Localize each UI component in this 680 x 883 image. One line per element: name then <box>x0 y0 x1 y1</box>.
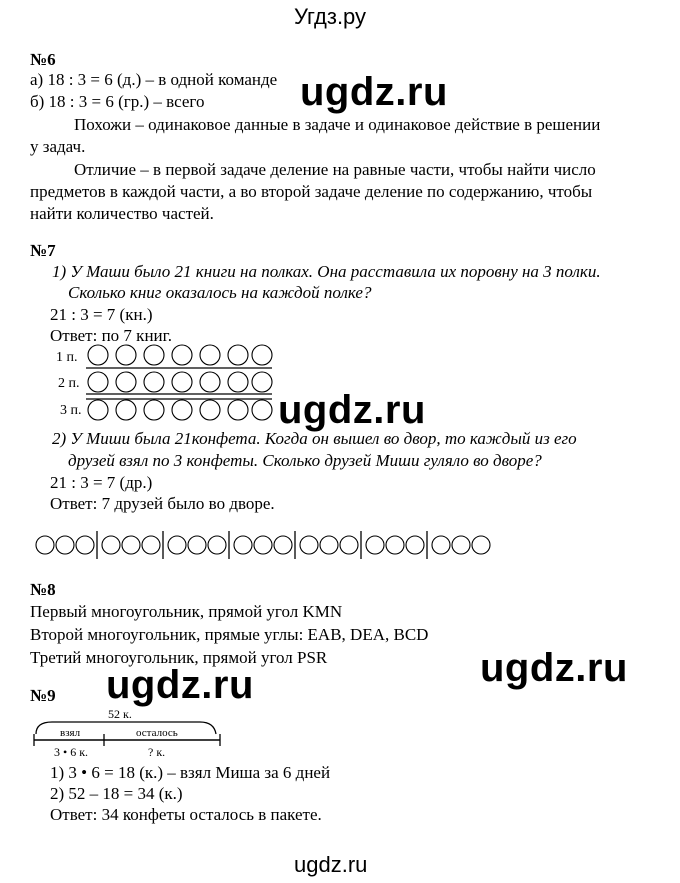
task6-line-a: а) 18 : 3 = 6 (д.) – в одной команде <box>30 70 278 89</box>
shelf-row-1 <box>56 345 272 368</box>
candy-circle <box>300 536 318 554</box>
shelf2-circle <box>200 372 220 392</box>
task7-problem2-line1: 2) У Миши была 21конфета. Когда он вышел во двор, то каждый из его <box>52 429 577 448</box>
candy-circle <box>432 536 450 554</box>
diagram-left-value: 3 • 6 к. <box>54 745 89 759</box>
shelf3-circle <box>200 400 220 420</box>
candy-circle <box>234 536 252 554</box>
task8-line1: Первый многоугольник, прямой угол KMN <box>30 602 343 621</box>
candy-circle <box>366 536 384 554</box>
shelf2-circle <box>88 372 108 392</box>
shelf2-circle <box>116 372 136 392</box>
candy-circle <box>386 536 404 554</box>
diagram-left-label: взял <box>60 727 81 739</box>
shelf1-circle <box>172 345 192 365</box>
shelf-label-2: 2 п. <box>58 376 80 391</box>
shelves-diagram <box>0 340 320 430</box>
task6-title: №6 <box>30 50 56 69</box>
candy-groups-diagram <box>0 528 620 562</box>
diagram-total: 52 к. <box>108 707 132 721</box>
task9-step2: 2) 52 – 18 = 34 (к.) <box>50 784 183 803</box>
watermark-2: ugdz.ru <box>278 388 426 432</box>
candy-circle <box>122 536 140 554</box>
task7-solution1: 21 : 3 = 7 (кн.) <box>50 305 153 324</box>
candy-circle <box>208 536 226 554</box>
task7-solution2: 21 : 3 = 7 (др.) <box>50 473 153 492</box>
shelf1-circle <box>116 345 136 365</box>
shelf2-circle <box>252 372 272 392</box>
shelf-label-1: 1 п. <box>56 350 78 365</box>
watermark-3: ugdz.ru <box>480 646 628 690</box>
task7-problem2-line2: друзей взял по 3 конфеты. Сколько друзей Миши гуляло во дворе? <box>68 451 542 470</box>
shelf1-circle <box>88 345 108 365</box>
shelf2-circle <box>144 372 164 392</box>
task7-problem1-line1: 1) У Маши было 21 книги на полках. Она расставила их поровну на 3 полки. <box>52 262 601 281</box>
shelf3-circle <box>228 400 248 420</box>
task7-title: №7 <box>30 241 56 260</box>
shelf1-circle <box>200 345 220 365</box>
watermark-4: ugdz.ru <box>106 663 254 707</box>
shelf1-circle <box>228 345 248 365</box>
shelf3-circle <box>88 400 108 420</box>
task6-similarity-cont: у задач. <box>30 137 86 156</box>
task9-title: №9 <box>30 686 56 705</box>
candy-circle <box>36 536 54 554</box>
candy-circle <box>340 536 358 554</box>
shelf1-circle <box>144 345 164 365</box>
shelf3-circle <box>172 400 192 420</box>
candy-circle <box>76 536 94 554</box>
diagram-right-value: ? к. <box>148 745 166 759</box>
site-header: Угдз.ру <box>294 4 367 29</box>
candy-circle <box>56 536 74 554</box>
task6-similarity: Похожи – одинаковое данные в задаче и одинаковое действие в решении <box>74 115 601 134</box>
shelf3-circle <box>252 400 272 420</box>
task7-answer1: Ответ: по 7 книг. <box>50 326 172 345</box>
shelf-label-3: 3 п. <box>60 403 82 418</box>
task7-answer2: Ответ: 7 друзей было во дворе. <box>50 494 275 513</box>
site-footer: ugdz.ru <box>294 852 368 877</box>
candy-circle <box>452 536 470 554</box>
candy-circle <box>168 536 186 554</box>
task6-difference-cont1: предметов в каждой части, а во второй задаче деление по содержанию, чтобы <box>30 182 593 201</box>
candy-circle <box>406 536 424 554</box>
candy-circle <box>320 536 338 554</box>
shelf-row-3 <box>60 399 272 420</box>
watermark-1: ugdz.ru <box>300 70 448 114</box>
diagram-right-label: осталось <box>136 727 178 739</box>
shelf2-circle <box>172 372 192 392</box>
task6-difference: Отличие – в первой задаче деление на равные части, чтобы найти число <box>74 160 596 179</box>
task9-step1: 1) 3 • 6 = 18 (к.) – взял Миша за 6 дней <box>50 763 331 782</box>
shelf3-circle <box>144 400 164 420</box>
candy-circle <box>102 536 120 554</box>
shelf-row-2 <box>58 372 272 394</box>
candy-circle <box>274 536 292 554</box>
shelf2-circle <box>228 372 248 392</box>
segment-diagram <box>0 700 260 760</box>
candy-circle <box>472 536 490 554</box>
shelf3-circle <box>116 400 136 420</box>
task7-problem1-line2: Сколько книг оказалось на каждой полке? <box>68 283 372 302</box>
candy-circle <box>254 536 272 554</box>
task8-title: №8 <box>30 580 56 599</box>
candy-circle <box>188 536 206 554</box>
task8-line3: Третий многоугольник, прямой угол PSR <box>30 648 328 667</box>
task9-answer: Ответ: 34 конфеты осталось в пакете. <box>50 805 322 824</box>
shelf1-circle <box>252 345 272 365</box>
task8-line2: Второй многоугольник, прямые углы: EAB, DEA, BCD <box>30 625 429 644</box>
candy-circle <box>142 536 160 554</box>
task6-line-b: б) 18 : 3 = 6 (гр.) – всего <box>30 92 205 111</box>
task6-difference-cont2: найти количество частей. <box>30 204 214 223</box>
